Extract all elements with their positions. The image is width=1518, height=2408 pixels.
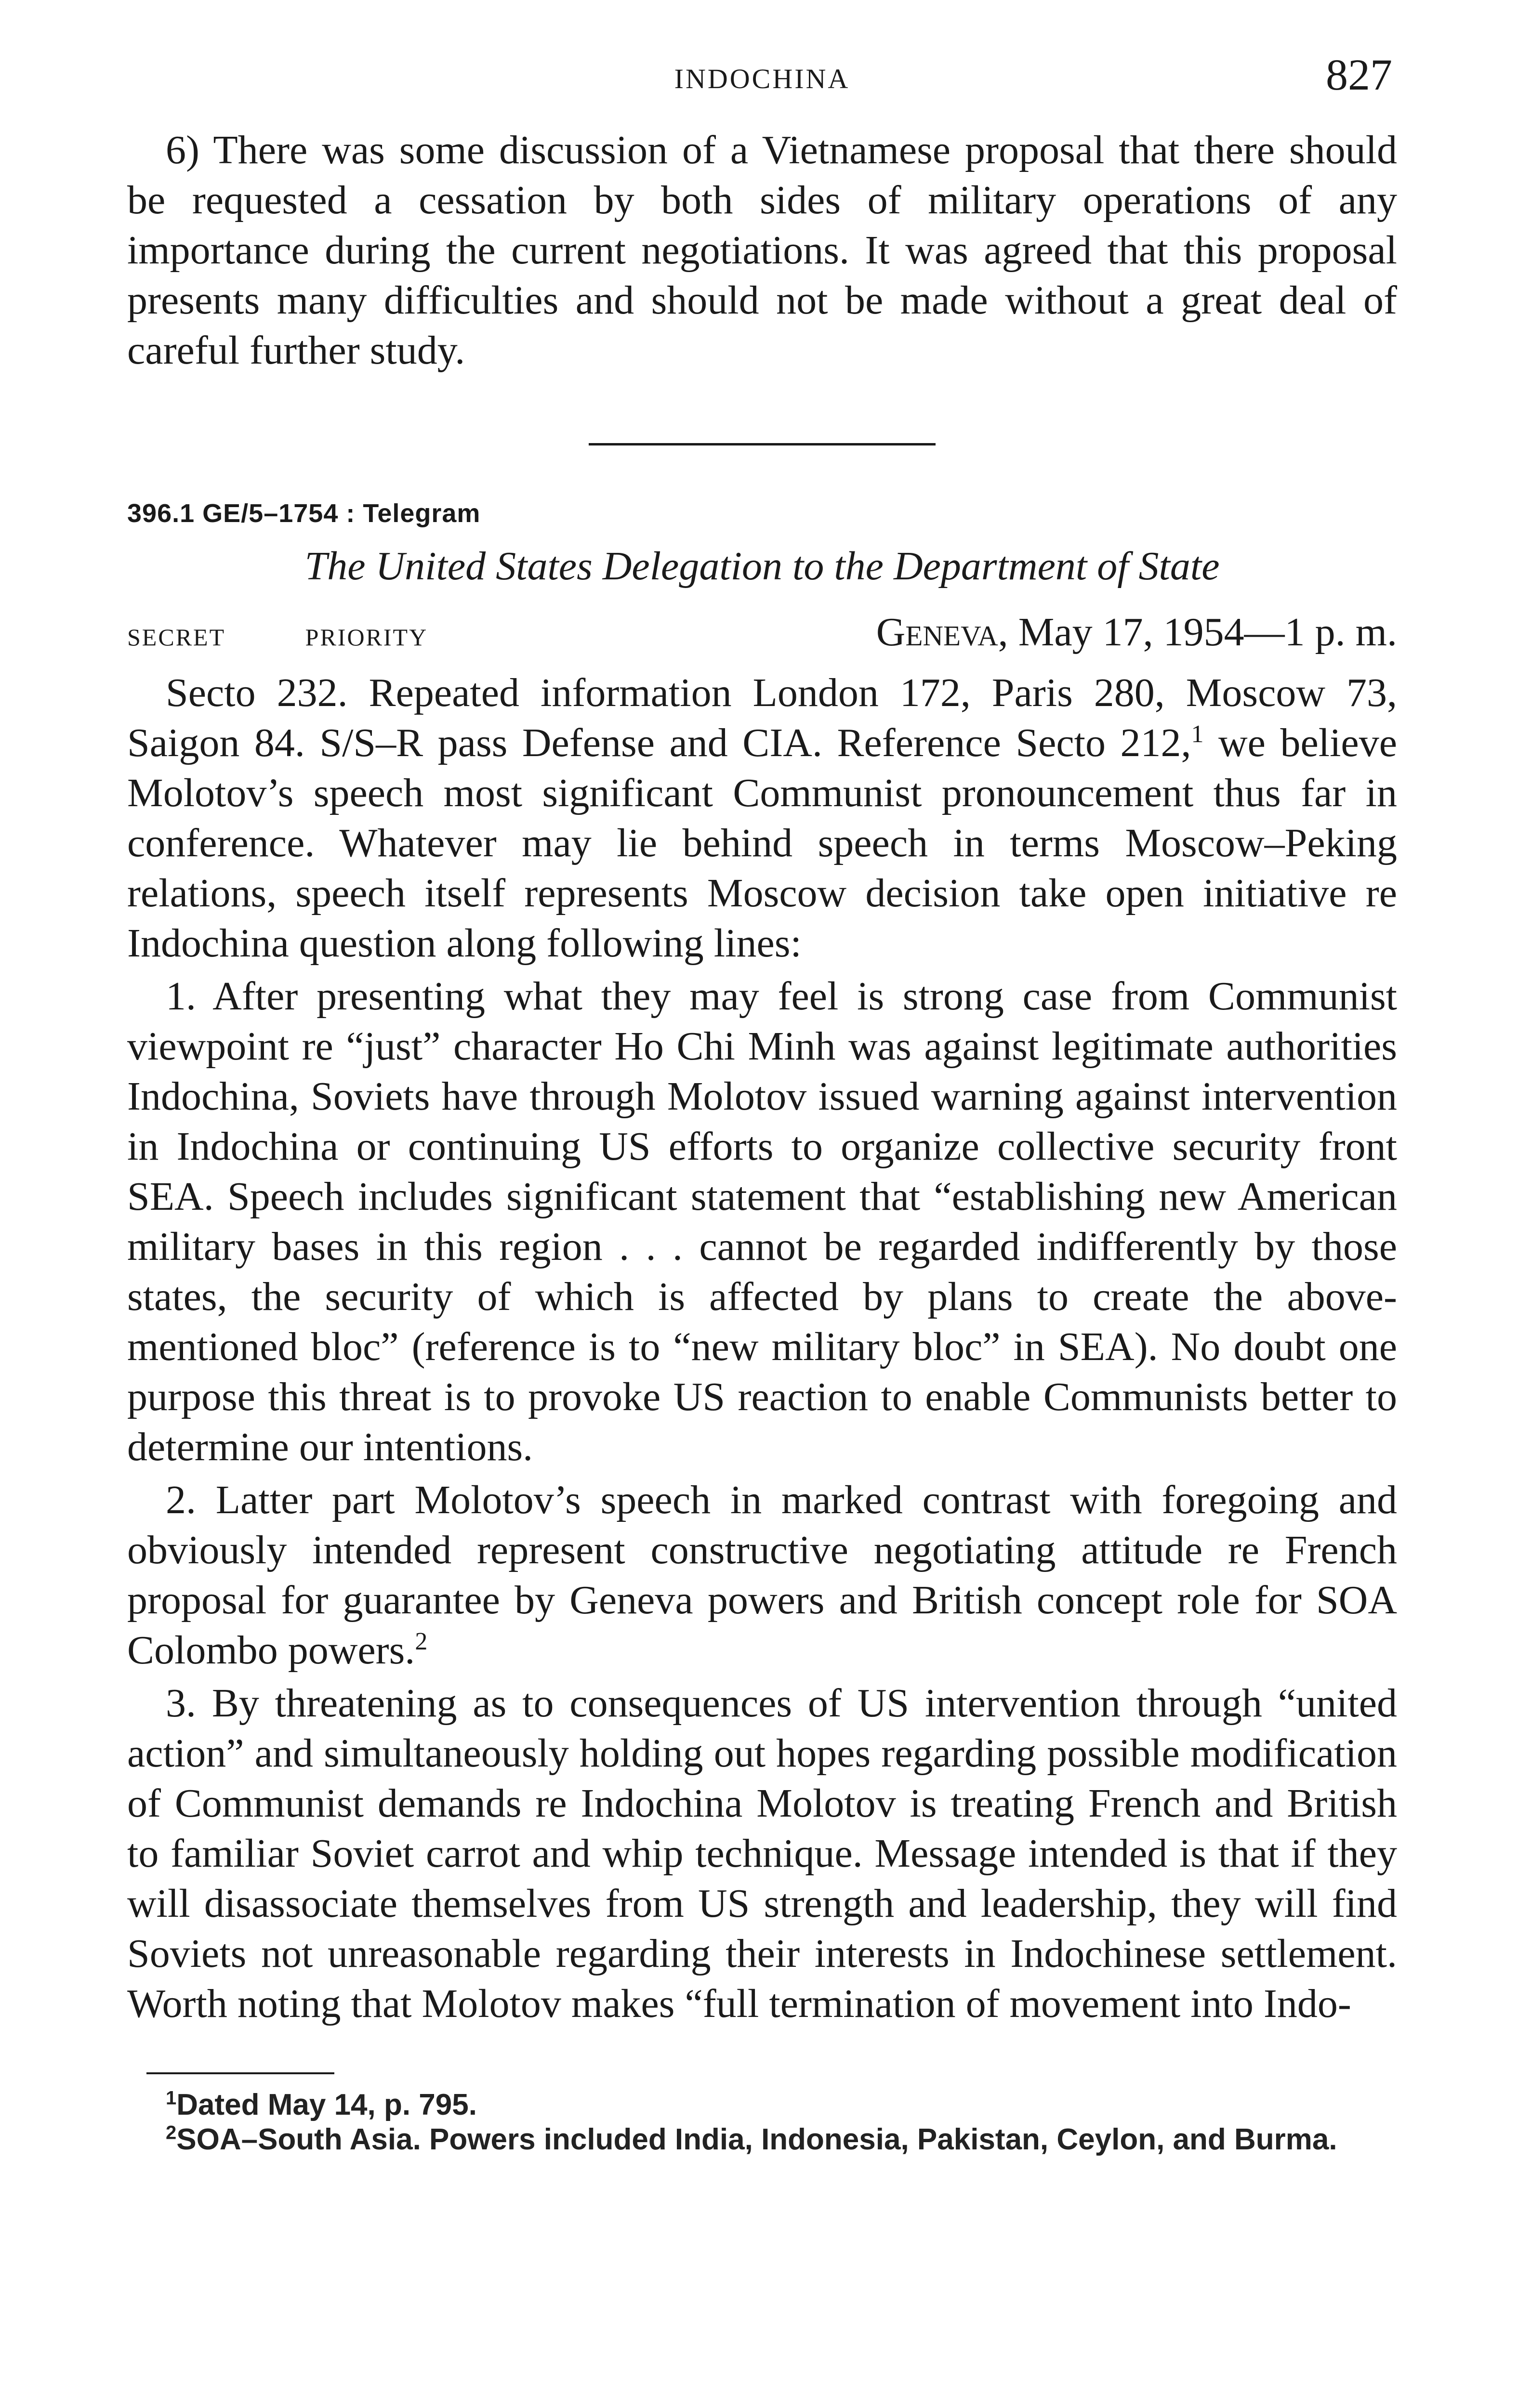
file-reference: 396.1 GE/5–1754 : Telegram <box>127 499 481 528</box>
footnote-text: SOA–South Asia. Powers included India, Indonesia, Pakistan, Ceylon, and Burma. <box>176 2123 1337 2156</box>
footnote-2 <box>127 2122 1397 2157</box>
footnote-divider <box>146 2072 334 2074</box>
footnote-text: Dated May 14, p. 795. <box>176 2088 477 2121</box>
paragraph-1: 1. After presenting what they may feel is strong case from Communist viewpoint re “just” character Ho Chi Minh was against legitimate authorities Indochina, Soviets have through Molotov issued warning against intervention in Indochina or continuing US efforts to organize collective security front SEA. Speech includes significant statement that “establishing new American military bases in this region . . . cannot be regarded indifferently by those states, the security of which is affected by plans to create the above-mentioned bloc” (reference is to “new military bloc” in SEA). No doubt one purpose this threat is to provoke US reaction to enable Communists better to determine our intentions. <box>127 974 1397 1469</box>
footnote-1 <box>127 2088 1397 2122</box>
footnote-mark: 1 <box>166 2087 177 2109</box>
footnotes <box>127 2088 1397 2157</box>
dateline <box>127 609 1397 655</box>
paragraph-intro-text-a: Secto 232. Repeated information London 172, Paris 280, Moscow 73, Saigon 84. S/S–R pass Defense and CIA. Reference Secto 212, <box>127 670 1397 765</box>
footnote-mark: 2 <box>166 2122 177 2144</box>
document-page <box>127 39 1397 2157</box>
page-header <box>127 39 1397 125</box>
paragraph-intro-text-b: we believe Molotov’s speech most significant Communist pronouncement thus far in conference. Whatever may lie behind speech in terms Moscow–Peking relations, speech itself represents Moscow decision take open initiative re Indochina question along following lines: <box>127 720 1397 966</box>
paragraph-3: 3. By threatening as to consequences of US intervention through “united action” and simultaneously holding out hopes regarding possible modification of Communist demands re Indochina Molotov is treating French and British to familiar Soviet carrot and whip technique. Message intended is that if they will disassociate themselves from US strength and leadership, they will find Soviets not unreasonable regarding their interests in Indochinese settlement. Worth noting that Molotov makes “full termination of movement into Indo- <box>127 1681 1397 2026</box>
page-number: 827 <box>1326 50 1392 99</box>
document-title: The United States Delegation to the Department of State <box>304 544 1220 589</box>
paragraph-intro <box>127 668 1397 968</box>
section-divider <box>589 443 936 445</box>
paragraph-2-text: 2. Latter part Molotov’s speech in marked contrast with foregoing and obviously intended represent constructive negotiating attitude re French proposal for guarantee by Geneva powers and British concept role for SOA Colombo powers. <box>127 1478 1397 1673</box>
classification-secret: SECRET <box>127 624 226 651</box>
footnote-ref-2: 2 <box>415 1628 428 1655</box>
top-paragraph: 6) There was some discussion of a Vietnamese proposal that there should be requested a cessation by both sides of military operations of any importance during the current negotiations. It was agreed that this proposal presents many difficulties and should not be made without a great deal of careful further study. <box>127 128 1397 373</box>
place: Geneva, <box>876 610 1008 654</box>
footnote-ref-1: 1 <box>1191 720 1204 748</box>
running-title: INDOCHINA <box>674 63 850 94</box>
paragraph-2 <box>127 1475 1397 1675</box>
place-date <box>876 609 1397 655</box>
classification-priority: PRIORITY <box>305 624 428 651</box>
date: May 17, 1954—1 p. m. <box>1018 610 1397 654</box>
classification <box>127 623 500 651</box>
